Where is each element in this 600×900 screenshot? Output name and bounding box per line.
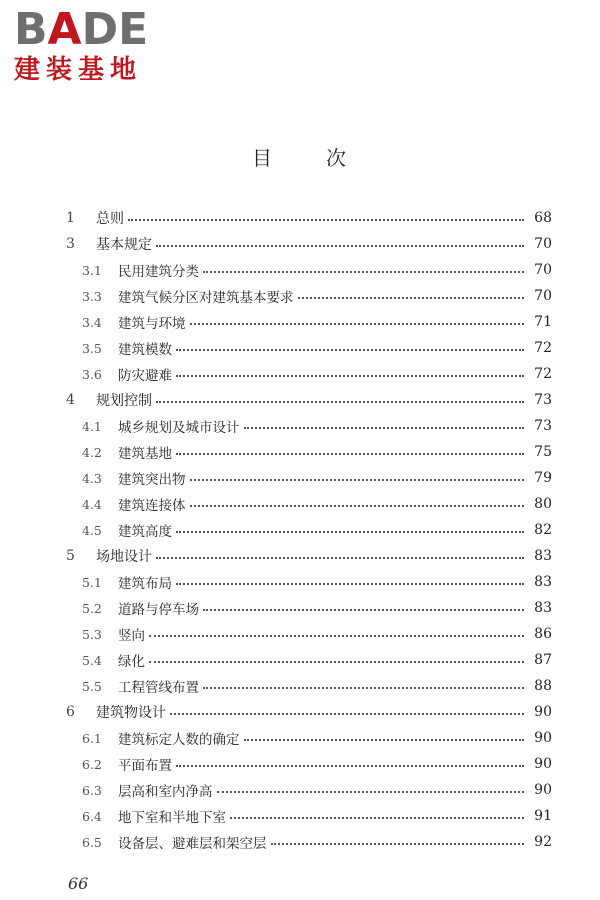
- toc-entry-title: 平面布置: [118, 758, 172, 774]
- toc-section-entry[interactable]: [66, 569, 552, 595]
- toc-entry-title: 设备层、避难层和架空层: [118, 836, 267, 852]
- toc-entry-number: 6.3: [82, 782, 102, 798]
- toc-dot-leader: [176, 765, 524, 767]
- toc-entry-number: 4.1: [82, 418, 102, 434]
- toc-chapter-entry[interactable]: [66, 699, 552, 725]
- toc-entry-title: 层高和室内净高: [118, 784, 213, 800]
- toc-entry-page: 90: [534, 756, 552, 772]
- toc-section-entry[interactable]: [66, 829, 552, 855]
- toc-section-entry[interactable]: [66, 283, 552, 309]
- toc-entry-title: 城乡规划及城市设计: [118, 420, 240, 436]
- toc-entry-title: 竖向: [118, 628, 145, 644]
- toc-dot-leader: [176, 531, 524, 533]
- toc-dot-leader: [190, 479, 525, 481]
- toc-entry-page: 70: [534, 262, 552, 278]
- toc-section-entry[interactable]: [66, 257, 552, 283]
- toc-section-entry[interactable]: [66, 517, 552, 543]
- toc-entry-page: 90: [534, 782, 552, 798]
- toc-entry-title: 基本规定: [96, 237, 152, 253]
- toc-section-entry[interactable]: [66, 621, 552, 647]
- logo-letters-de: DE: [81, 4, 149, 55]
- toc-dot-leader: [170, 713, 524, 715]
- toc-entry-title: 防灾避难: [118, 368, 172, 384]
- toc-dot-leader: [203, 687, 524, 689]
- toc-entry-title: 建筑气候分区对建筑基本要求: [118, 290, 294, 306]
- table-of-contents: [66, 205, 552, 855]
- toc-entry-page: 83: [534, 548, 552, 564]
- logo-letter-a: A: [47, 4, 82, 55]
- toc-entry-page: 87: [534, 652, 552, 668]
- toc-entry-page: 88: [534, 678, 552, 694]
- toc-entry-page: 79: [534, 470, 552, 486]
- toc-dot-leader: [156, 245, 524, 247]
- toc-entry-number: 6: [66, 704, 75, 720]
- toc-entry-page: 73: [534, 392, 552, 408]
- toc-dot-leader: [176, 375, 524, 377]
- toc-dot-leader: [156, 401, 524, 403]
- toc-entry-page: 86: [534, 626, 552, 642]
- toc-entry-number: 6.1: [82, 730, 102, 746]
- toc-section-entry[interactable]: [66, 673, 552, 699]
- logo-wordmark: [14, 6, 184, 54]
- toc-entry-title: 建筑突出物: [118, 472, 186, 488]
- toc-dot-leader: [230, 817, 524, 819]
- toc-section-entry[interactable]: [66, 725, 552, 751]
- toc-dot-leader: [244, 427, 525, 429]
- logo-letter-b: B: [14, 4, 48, 55]
- toc-entry-title: 地下室和半地下室: [118, 810, 226, 826]
- toc-entry-page: 91: [534, 808, 552, 824]
- toc-entry-title: 建筑物设计: [96, 705, 166, 721]
- toc-entry-title: 建筑基地: [118, 446, 172, 462]
- title-left-char: 目: [252, 146, 274, 170]
- toc-entry-page: 68: [534, 210, 552, 226]
- toc-entry-number: 6.5: [82, 834, 102, 850]
- toc-entry-number: 4.3: [82, 470, 102, 486]
- toc-entry-page: 82: [534, 522, 552, 538]
- toc-dot-leader: [149, 661, 524, 663]
- toc-dot-leader: [217, 791, 525, 793]
- toc-entry-title: 建筑布局: [118, 576, 172, 592]
- toc-chapter-entry[interactable]: [66, 543, 552, 569]
- toc-dot-leader: [271, 843, 525, 845]
- toc-dot-leader: [149, 635, 524, 637]
- toc-dot-leader: [156, 557, 524, 559]
- toc-entry-title: 建筑高度: [118, 524, 172, 540]
- toc-dot-leader: [203, 271, 524, 273]
- toc-section-entry[interactable]: [66, 803, 552, 829]
- toc-entry-page: 90: [534, 704, 552, 720]
- toc-section-entry[interactable]: [66, 777, 552, 803]
- toc-section-entry[interactable]: [66, 751, 552, 777]
- toc-entry-page: 83: [534, 600, 552, 616]
- toc-entry-number: 3.6: [82, 366, 102, 382]
- brand-logo: [14, 6, 184, 86]
- toc-entry-title: 工程管线布置: [118, 680, 199, 696]
- toc-entry-title: 规划控制: [96, 393, 152, 409]
- toc-entry-title: 场地设计: [96, 549, 152, 565]
- toc-entry-number: 5.5: [82, 678, 102, 694]
- toc-dot-leader: [298, 297, 525, 299]
- toc-entry-number: 3.4: [82, 314, 102, 330]
- toc-dot-leader: [190, 323, 525, 325]
- toc-dot-leader: [176, 453, 524, 455]
- toc-section-entry[interactable]: [66, 465, 552, 491]
- toc-entry-number: 4.2: [82, 444, 102, 460]
- toc-entry-number: 5.3: [82, 626, 102, 642]
- toc-entry-number: 5: [66, 548, 75, 564]
- toc-entry-number: 3.3: [82, 288, 102, 304]
- toc-entry-number: 6.4: [82, 808, 102, 824]
- toc-section-entry[interactable]: [66, 439, 552, 465]
- toc-entry-page: 70: [534, 288, 552, 304]
- toc-entry-number: 5.4: [82, 652, 102, 668]
- toc-section-entry[interactable]: [66, 413, 552, 439]
- toc-entry-page: 72: [534, 366, 552, 382]
- toc-entry-title: 建筑连接体: [118, 498, 186, 514]
- toc-entry-page: 83: [534, 574, 552, 590]
- toc-entry-page: 72: [534, 340, 552, 356]
- toc-entry-page: 92: [534, 834, 552, 850]
- toc-entry-number: 1: [66, 210, 75, 226]
- logo-subtitle: 建装基地: [14, 55, 143, 85]
- toc-entry-page: 70: [534, 236, 552, 252]
- toc-dot-leader: [128, 219, 524, 221]
- toc-section-entry[interactable]: [66, 595, 552, 621]
- toc-entry-number: 4.5: [82, 522, 102, 538]
- toc-entry-title: 民用建筑分类: [118, 264, 199, 280]
- toc-entry-page: 80: [534, 496, 552, 512]
- toc-entry-page: 90: [534, 730, 552, 746]
- toc-dot-leader: [244, 739, 525, 741]
- toc-entry-number: 3: [66, 236, 75, 252]
- toc-dot-leader: [176, 349, 524, 351]
- toc-entry-number: 3.1: [82, 262, 102, 278]
- toc-chapter-entry[interactable]: [66, 205, 552, 231]
- toc-entry-number: 3.5: [82, 340, 102, 356]
- toc-entry-title: 绿化: [118, 654, 145, 670]
- title-right-char: 次: [326, 146, 348, 170]
- toc-dot-leader: [190, 505, 525, 507]
- toc-entry-title: 建筑模数: [118, 342, 172, 358]
- toc-entry-page: 71: [534, 314, 552, 330]
- toc-section-entry[interactable]: [66, 309, 552, 335]
- toc-chapter-entry[interactable]: [66, 387, 552, 413]
- toc-entry-number: 5.1: [82, 574, 102, 590]
- toc-chapter-entry[interactable]: [66, 231, 552, 257]
- toc-entry-number: 4.4: [82, 496, 102, 512]
- toc-section-entry[interactable]: [66, 361, 552, 387]
- toc-entry-number: 5.2: [82, 600, 102, 616]
- toc-dot-leader: [176, 583, 524, 585]
- toc-section-entry[interactable]: [66, 335, 552, 361]
- toc-entry-title: 建筑标定人数的确定: [118, 732, 240, 748]
- toc-entry-title: 道路与停车场: [118, 602, 199, 618]
- toc-entry-title: 建筑与环境: [118, 316, 186, 332]
- page-number: 66: [68, 874, 89, 893]
- toc-entry-page: 75: [534, 444, 552, 460]
- page-title: [0, 142, 600, 171]
- toc-entry-title: 总则: [96, 211, 124, 227]
- toc-section-entry[interactable]: [66, 491, 552, 517]
- toc-entry-page: 73: [534, 418, 552, 434]
- toc-section-entry[interactable]: [66, 647, 552, 673]
- toc-entry-number: 6.2: [82, 756, 102, 772]
- toc-entry-number: 4: [66, 392, 75, 408]
- toc-dot-leader: [203, 609, 524, 611]
